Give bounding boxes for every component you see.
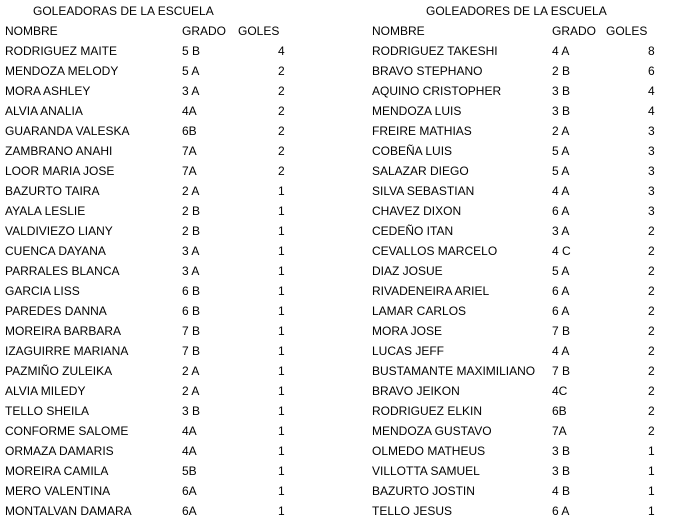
- player-name: MORA ASHLEY: [5, 84, 91, 98]
- player-goals: 2: [648, 304, 655, 318]
- boys-header-goals: GOLES: [606, 24, 648, 38]
- player-goals: 1: [278, 184, 285, 198]
- player-name: BRAVO JEIKON: [372, 384, 460, 398]
- girls-table-title: GOLEADORAS DE LA ESCUELA: [33, 4, 214, 18]
- player-goals: 1: [648, 504, 655, 518]
- player-grade: 4A: [182, 444, 197, 458]
- player-name: RODRIGUEZ TAKESHI: [372, 44, 498, 58]
- player-name: CEDEÑO ITAN: [372, 224, 454, 238]
- boys-table-title: GOLEADORES DE LA ESCUELA: [426, 4, 607, 18]
- player-grade: 4 A: [552, 344, 570, 358]
- player-name: ALVIA ANALIA: [5, 104, 83, 118]
- player-goals: 1: [278, 444, 285, 458]
- player-goals: 1: [278, 264, 285, 278]
- player-grade: 3 B: [552, 444, 571, 458]
- player-grade: 3 A: [182, 264, 200, 278]
- player-grade: 6 B: [182, 304, 201, 318]
- player-goals: 1: [278, 244, 285, 258]
- player-grade: 7A: [552, 424, 567, 438]
- player-goals: 1: [278, 304, 285, 318]
- player-grade: 5B: [182, 464, 197, 478]
- player-grade: 5 A: [182, 64, 200, 78]
- player-grade: 6 B: [182, 284, 201, 298]
- player-name: LUCAS JEFF: [372, 344, 445, 358]
- player-name: MONTALVAN DAMARA: [5, 504, 132, 518]
- player-goals: 2: [648, 284, 655, 298]
- player-name: PAZMIÑO ZULEIKA: [5, 364, 113, 378]
- player-grade: 3 B: [552, 84, 571, 98]
- player-grade: 6 A: [552, 504, 570, 518]
- player-grade: 2 A: [552, 124, 570, 138]
- player-goals: 4: [648, 104, 655, 118]
- player-goals: 3: [648, 204, 655, 218]
- player-goals: 2: [648, 324, 655, 338]
- boys-header-grade: GRADO: [552, 24, 597, 38]
- player-name: BAZURTO TAIRA: [5, 184, 100, 198]
- player-name: GUARANDA VALESKA: [5, 124, 130, 138]
- player-grade: 2 B: [182, 204, 201, 218]
- player-goals: 4: [648, 84, 655, 98]
- girls-header-grade: GRADO: [182, 24, 227, 38]
- player-name: RODRIGUEZ ELKIN: [372, 404, 483, 418]
- player-goals: 2: [648, 224, 655, 238]
- boys-header-name: NOMBRE: [372, 24, 425, 38]
- player-grade: 6A: [182, 484, 197, 498]
- player-grade: 3 B: [552, 464, 571, 478]
- player-goals: 1: [278, 404, 285, 418]
- player-name: CHAVEZ DIXON: [372, 204, 462, 218]
- player-goals: 3: [648, 124, 655, 138]
- player-goals: 1: [648, 484, 655, 498]
- player-goals: 2: [278, 64, 285, 78]
- player-goals: 3: [648, 184, 655, 198]
- player-goals: 2: [648, 264, 655, 278]
- girls-header-name: NOMBRE: [5, 24, 58, 38]
- player-grade: 6A: [182, 504, 197, 518]
- player-grade: 4A: [182, 104, 197, 118]
- player-goals: 1: [278, 324, 285, 338]
- player-name: RIVADENEIRA ARIEL: [372, 284, 490, 298]
- player-goals: 1: [278, 464, 285, 478]
- player-name: TELLO SHEILA: [5, 404, 90, 418]
- player-grade: 4 A: [552, 184, 570, 198]
- player-goals: 2: [278, 104, 285, 118]
- player-grade: 4A: [182, 424, 197, 438]
- player-name: LAMAR CARLOS: [372, 304, 467, 318]
- player-name: MENDOZA GUSTAVO: [372, 424, 492, 438]
- player-goals: 1: [278, 344, 285, 358]
- player-goals: 1: [278, 484, 285, 498]
- player-name: PAREDES DANNA: [5, 304, 107, 318]
- player-name: MENDOZA LUIS: [372, 104, 462, 118]
- player-goals: 3: [648, 144, 655, 158]
- player-goals: 2: [648, 424, 655, 438]
- player-grade: 2 A: [182, 384, 200, 398]
- player-grade: 7A: [182, 164, 197, 178]
- player-grade: 5 B: [182, 44, 201, 58]
- player-name: VALDIVIEZO LIANY: [5, 224, 113, 238]
- player-name: MENDOZA MELODY: [5, 64, 119, 78]
- player-name: MORA JOSE: [372, 324, 443, 338]
- player-goals: 2: [278, 144, 285, 158]
- player-name: BUSTAMANTE MAXIMILIANO: [372, 364, 536, 378]
- player-name: SILVA SEBASTIAN: [372, 184, 475, 198]
- player-name: VILLOTTA SAMUEL: [372, 464, 480, 478]
- player-grade: 3 A: [182, 244, 200, 258]
- player-name: MOREIRA CAMILA: [5, 464, 109, 478]
- player-name: COBEÑA LUIS: [372, 144, 453, 158]
- player-name: IZAGUIRRE MARIANA: [5, 344, 129, 358]
- player-goals: 1: [278, 364, 285, 378]
- player-grade: 6 A: [552, 204, 570, 218]
- player-goals: 2: [278, 84, 285, 98]
- player-name: FREIRE MATHIAS: [372, 124, 472, 138]
- player-name: TELLO JESUS: [372, 504, 453, 518]
- player-goals: 3: [648, 164, 655, 178]
- player-grade: 2 B: [182, 224, 201, 238]
- player-goals: 1: [648, 464, 655, 478]
- player-grade: 7 B: [552, 324, 571, 338]
- player-grade: 6 A: [552, 284, 570, 298]
- player-goals: 4: [278, 44, 285, 58]
- player-goals: 2: [278, 124, 285, 138]
- player-name: CEVALLOS MARCELO: [372, 244, 498, 258]
- player-grade: 2 A: [182, 364, 200, 378]
- player-name: MOREIRA BARBARA: [5, 324, 122, 338]
- player-goals: 1: [278, 384, 285, 398]
- girls-header-goals: GOLES: [238, 24, 280, 38]
- player-grade: 4 A: [552, 44, 570, 58]
- player-grade: 4 B: [552, 484, 571, 498]
- player-goals: 1: [278, 204, 285, 218]
- player-goals: 1: [278, 224, 285, 238]
- player-name: DIAZ JOSUE: [372, 264, 443, 278]
- player-goals: 2: [648, 384, 655, 398]
- player-goals: 6: [648, 64, 655, 78]
- player-grade: 5 A: [552, 144, 570, 158]
- player-name: CUENCA DAYANA: [5, 244, 106, 258]
- player-grade: 6 A: [552, 304, 570, 318]
- player-name: ORMAZA DAMARIS: [5, 444, 114, 458]
- player-grade: 7 B: [182, 344, 201, 358]
- player-goals: 1: [648, 444, 655, 458]
- player-name: AYALA LESLIE: [5, 204, 86, 218]
- player-grade: 5 A: [552, 264, 570, 278]
- player-grade: 6B: [552, 404, 567, 418]
- player-name: BAZURTO JOSTIN: [372, 484, 475, 498]
- player-grade: 6B: [182, 124, 197, 138]
- player-name: PARRALES BLANCA: [5, 264, 120, 278]
- player-goals: 1: [278, 504, 285, 518]
- player-name: MERO VALENTINA: [5, 484, 111, 498]
- player-grade: 7A: [182, 144, 197, 158]
- player-goals: 2: [648, 344, 655, 358]
- player-goals: 2: [648, 404, 655, 418]
- player-name: LOOR MARIA JOSE: [5, 164, 115, 178]
- player-grade: 3 B: [182, 404, 201, 418]
- player-name: ZAMBRANO ANAHI: [5, 144, 113, 158]
- player-name: CONFORME SALOME: [5, 424, 129, 438]
- player-goals: 2: [278, 164, 285, 178]
- player-goals: 1: [278, 284, 285, 298]
- player-grade: 4C: [552, 384, 568, 398]
- player-grade: 3 A: [552, 224, 570, 238]
- player-goals: 2: [648, 244, 655, 258]
- player-name: SALAZAR DIEGO: [372, 164, 469, 178]
- player-goals: 8: [648, 44, 655, 58]
- player-name: BRAVO STEPHANO: [372, 64, 483, 78]
- player-name: AQUINO CRISTOPHER: [372, 84, 502, 98]
- player-name: RODRIGUEZ MAITE: [5, 44, 118, 58]
- player-grade: 7 B: [552, 364, 571, 378]
- player-goals: 1: [278, 424, 285, 438]
- player-grade: 4 C: [552, 244, 571, 258]
- player-grade: 2 B: [552, 64, 571, 78]
- player-name: GARCIA LISS: [5, 284, 80, 298]
- player-goals: 2: [648, 364, 655, 378]
- player-name: ALVIA MILEDY: [5, 384, 86, 398]
- player-grade: 7 B: [182, 324, 201, 338]
- player-grade: 3 B: [552, 104, 571, 118]
- player-grade: 5 A: [552, 164, 570, 178]
- player-grade: 3 A: [182, 84, 200, 98]
- player-name: OLMEDO MATHEUS: [372, 444, 486, 458]
- player-grade: 2 A: [182, 184, 200, 198]
